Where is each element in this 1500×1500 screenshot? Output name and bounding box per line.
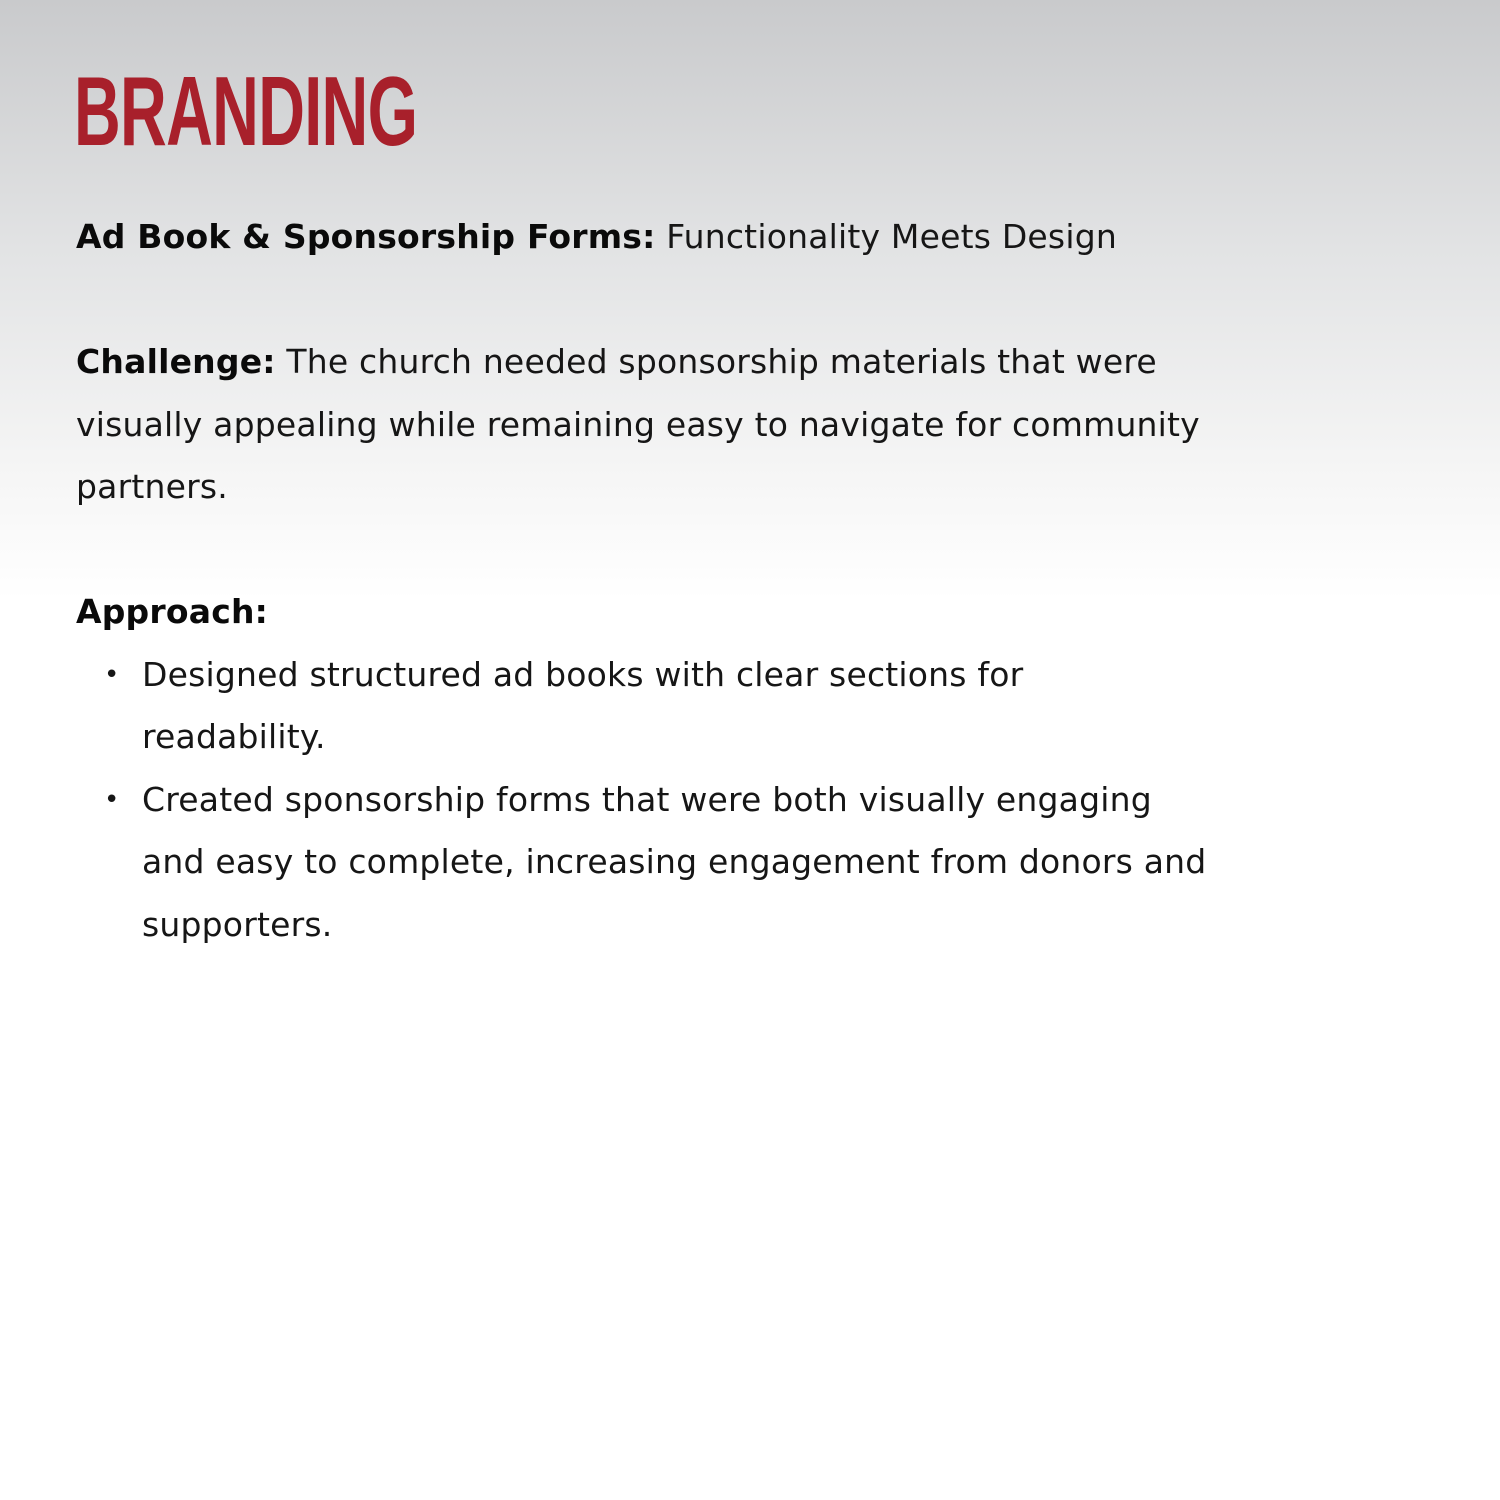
page-title: BRANDING [74,56,418,166]
spacer [76,519,1216,582]
subtitle-label: Ad Book & Sponsorship Forms: [76,217,656,256]
approach-item-2: • Created sponsorship forms that were both visually engaging and easy to complete, increasing engagement from donors and supporters. [142,769,1216,957]
approach-item-1: • Designed structured ad books with clear sections for readability. [142,644,1216,769]
approach-label: Approach: [76,592,269,631]
spacer [76,269,1216,332]
challenge-label: Challenge: [76,342,276,381]
challenge-paragraph [76,331,1216,519]
content-body [76,206,1216,956]
subtitle-line [76,206,1216,269]
challenge-text: The church needed sponsorship materials that were visually appealing while remaining easy to navigate for community partners. [76,342,1200,506]
approach-list [76,644,1216,957]
subtitle-text: Functionality Meets Design [666,217,1117,256]
